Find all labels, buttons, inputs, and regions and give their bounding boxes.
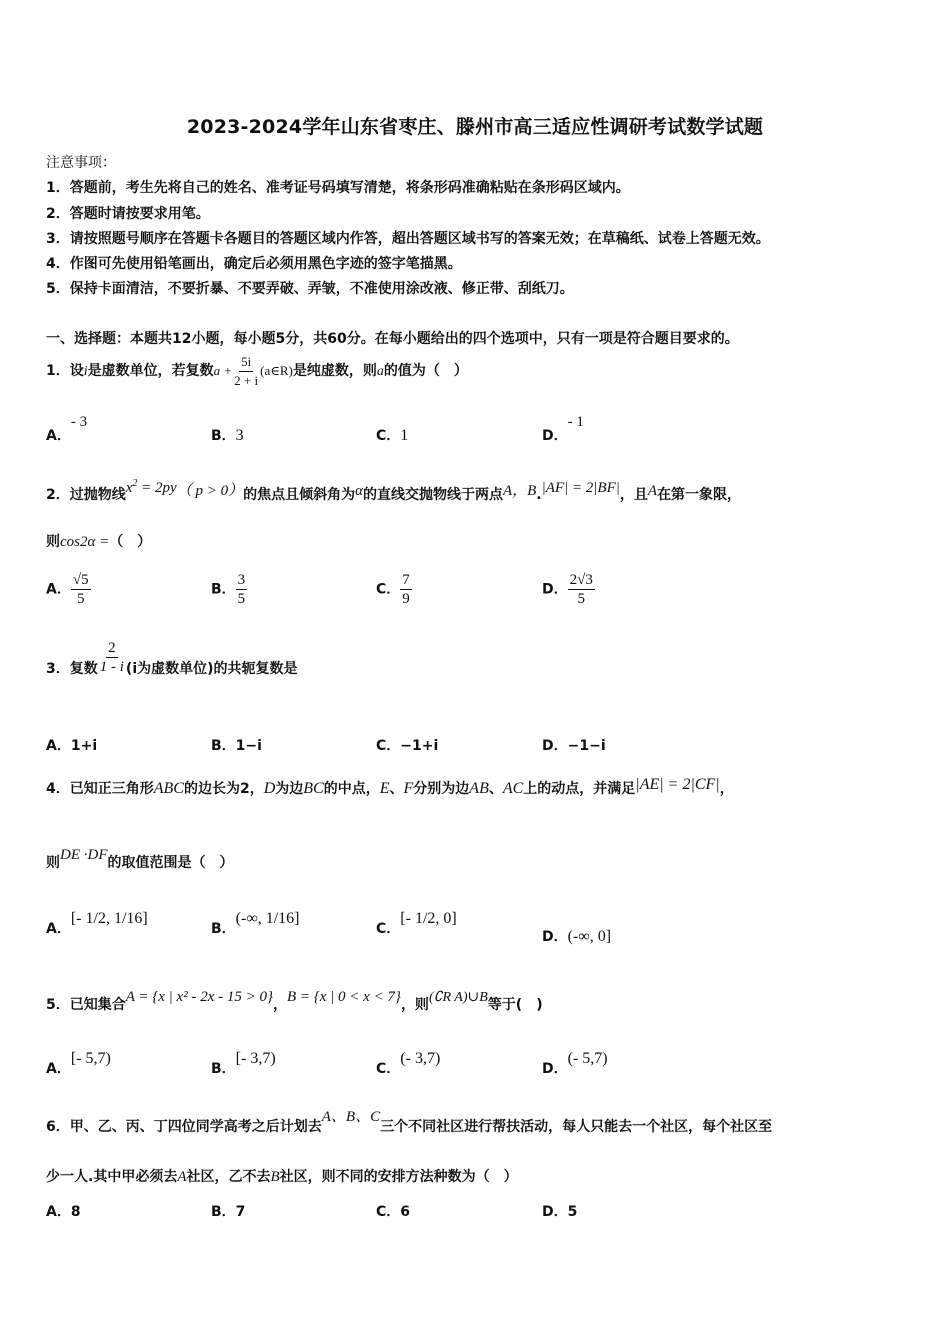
q6-abc: A、B、C bbox=[321, 1109, 381, 1125]
q2-option-b[interactable] bbox=[211, 571, 247, 608]
q1-option-c[interactable] bbox=[376, 425, 408, 445]
option-label: C． bbox=[376, 738, 401, 754]
q5-option-d[interactable] bbox=[542, 1050, 608, 1078]
option-value: 1 bbox=[400, 427, 409, 444]
q3-option-a[interactable] bbox=[46, 735, 97, 755]
option-label: B． bbox=[211, 921, 236, 937]
question-4-line2 bbox=[46, 848, 234, 878]
q4-ab: AB bbox=[469, 780, 489, 797]
option-label: A． bbox=[46, 1061, 71, 1077]
q3-option-d[interactable] bbox=[542, 735, 606, 755]
option-fraction bbox=[400, 571, 412, 608]
option-frac-den: 9 bbox=[402, 591, 410, 607]
q2-text: 在第一象限， bbox=[657, 487, 742, 503]
q3-frac-num: 2 bbox=[108, 639, 116, 656]
q1-option-b[interactable] bbox=[211, 425, 244, 445]
q1-expr-a: a + bbox=[213, 363, 233, 378]
q2-text: ，且 bbox=[619, 487, 648, 503]
option-label: B． bbox=[211, 1061, 236, 1077]
q5-text: 等于( ) bbox=[487, 997, 543, 1013]
option-frac-den: 5 bbox=[237, 591, 246, 607]
q6-text: 社区，则不同的安排方法种数为（ ） bbox=[279, 1169, 518, 1185]
q4-sep: 、 bbox=[389, 781, 404, 797]
option-frac-num: √5 bbox=[72, 572, 89, 588]
option-label: B． bbox=[211, 1204, 236, 1220]
q6-text: 社区，乙不去 bbox=[186, 1169, 271, 1185]
q3-text: (i为虚数单位)的共轭复数是 bbox=[125, 661, 298, 677]
notice-item: 2．答题时请按要求用笔。 bbox=[46, 206, 210, 222]
option-value: 8 bbox=[70, 1204, 81, 1220]
option-label: D． bbox=[542, 581, 568, 598]
question-4-stem bbox=[46, 772, 734, 806]
option-value: 7 bbox=[235, 1204, 246, 1220]
q2-cos: cos2α = bbox=[60, 534, 110, 550]
q5-option-a[interactable] bbox=[46, 1050, 111, 1078]
option-frac-den: 5 bbox=[577, 591, 585, 607]
q6-option-c[interactable] bbox=[376, 1201, 410, 1221]
q6-text: 6．甲、乙、丙、丁四位同学高考之后计划去 bbox=[46, 1119, 322, 1135]
notice-item: 3．请按照题号顺序在答题卡各题目的答题区域内作答，超出答题区域书写的答案无效；在草稿纸、试卷上答题无效。 bbox=[46, 231, 770, 247]
q6-option-b[interactable] bbox=[211, 1201, 245, 1221]
q4-text: 4．已知正三角形 bbox=[46, 781, 154, 797]
q3-frac-den: 1 - i bbox=[99, 658, 124, 675]
q6-option-a[interactable] bbox=[46, 1201, 81, 1221]
q6-text: 三个不同社区进行帮扶活动，每人只能去一个社区，每个社区至 bbox=[380, 1119, 773, 1135]
q5-set-a: A = {x | x² - 2x - 15 > 0} bbox=[125, 989, 273, 1005]
q4-comma: ， bbox=[719, 781, 734, 797]
q6-option-d[interactable] bbox=[542, 1201, 577, 1221]
option-value: - 3 bbox=[70, 414, 88, 430]
q4-bc: BC bbox=[303, 780, 324, 797]
option-label: C． bbox=[376, 428, 401, 444]
q4-option-a[interactable] bbox=[46, 910, 148, 938]
option-frac-num: 3 bbox=[237, 572, 246, 588]
option-label: C． bbox=[376, 581, 401, 598]
option-label: D． bbox=[542, 428, 568, 444]
q2-eq-rest: = 2py bbox=[137, 480, 177, 496]
option-value: (-∞, 0] bbox=[567, 928, 612, 945]
option-label: D． bbox=[542, 929, 568, 945]
q1-fraction bbox=[232, 353, 260, 390]
q1-text: 1．设 bbox=[46, 363, 84, 379]
option-label: B． bbox=[211, 581, 236, 598]
option-label: A． bbox=[46, 738, 71, 754]
option-frac-num: 2√3 bbox=[569, 572, 593, 588]
q4-text: 的中点， bbox=[323, 781, 380, 797]
option-value: [- 1/2, 0] bbox=[400, 910, 457, 927]
q3-option-b[interactable] bbox=[211, 735, 262, 755]
option-label: D． bbox=[542, 738, 568, 754]
question-6-line2 bbox=[46, 1166, 518, 1186]
option-value: - 1 bbox=[567, 414, 584, 430]
q4-text: 的边长为2， bbox=[183, 781, 264, 797]
option-fraction bbox=[71, 571, 91, 608]
option-value: −1+i bbox=[400, 738, 439, 754]
q1-text: 是纯虚数，则 bbox=[292, 363, 377, 379]
q2-text: 的焦点且倾斜角为 bbox=[243, 487, 356, 503]
question-2-line2 bbox=[46, 531, 151, 551]
q6-text: 少一人.其中甲必须去 bbox=[46, 1169, 178, 1185]
q4-d: D bbox=[263, 780, 276, 797]
option-value: 3 bbox=[235, 427, 244, 444]
q2-eq-exp: 2 bbox=[132, 478, 138, 489]
q2-alpha: α bbox=[355, 483, 363, 499]
q4-option-c[interactable] bbox=[376, 910, 457, 938]
q5-text: ，则 bbox=[400, 997, 429, 1013]
q4-sep: 、 bbox=[488, 781, 503, 797]
q2-text: 则 bbox=[46, 534, 60, 550]
question-2-stem bbox=[46, 474, 741, 512]
q2-option-d[interactable] bbox=[542, 571, 595, 608]
question-1-stem bbox=[46, 352, 468, 391]
q1-text: 的值为（ ） bbox=[383, 363, 468, 379]
question-6-stem bbox=[46, 1110, 772, 1144]
option-fraction bbox=[236, 571, 248, 608]
q1-i: i bbox=[83, 364, 88, 379]
q5-comma: ， bbox=[272, 997, 287, 1013]
q3-fraction bbox=[98, 639, 126, 676]
q6-a: A bbox=[177, 1169, 187, 1185]
option-value: 5 bbox=[567, 1204, 578, 1220]
option-value: [- 1/2, 1/16] bbox=[70, 910, 148, 927]
q5-option-c[interactable] bbox=[376, 1050, 441, 1078]
q4-option-b[interactable] bbox=[211, 910, 300, 938]
q2-text: （ ） bbox=[109, 534, 152, 550]
q4-option-d[interactable] bbox=[542, 926, 611, 946]
option-frac-num: 7 bbox=[402, 572, 410, 588]
q1-a: a bbox=[376, 364, 384, 379]
q2-parabola bbox=[126, 480, 177, 496]
q2-eq-x: x bbox=[125, 480, 133, 496]
q1-cond: (a∈R) bbox=[260, 363, 293, 378]
q6-b: B bbox=[270, 1169, 280, 1185]
q2-text: 的直线交抛物线于两点 bbox=[362, 487, 503, 503]
notice-item: 5．保持卡面清洁，不要折暴、不要弄破、弄皱，不准使用涂改液、修正带、刮纸刀。 bbox=[46, 281, 574, 297]
option-label: C． bbox=[376, 1204, 401, 1220]
q4-e: E bbox=[379, 780, 390, 797]
page-title: 2023-2024学年山东省枣庄、滕州市高三适应性调研考试数学试题 bbox=[186, 116, 764, 138]
option-label: A． bbox=[46, 921, 71, 937]
option-value: (- 3,7) bbox=[400, 1050, 441, 1067]
option-label: B． bbox=[211, 428, 236, 444]
q5-set-b: B = {x | 0 < x < 7} bbox=[286, 989, 401, 1005]
q4-text: 则 bbox=[46, 855, 60, 871]
q3-option-c[interactable] bbox=[376, 735, 438, 755]
q4-de-df: DE ·DF bbox=[60, 847, 108, 863]
q2-option-c[interactable] bbox=[376, 571, 412, 608]
q2-text: 2．过抛物线 bbox=[46, 487, 126, 503]
q1-text: 是虚数单位，若复数 bbox=[87, 363, 214, 379]
q4-f: F bbox=[403, 780, 414, 797]
option-label: D． bbox=[542, 1061, 568, 1077]
q1-frac-den: 2 + i bbox=[234, 372, 259, 388]
q1-frac-num: 5i bbox=[239, 353, 253, 372]
option-label: D． bbox=[542, 1204, 568, 1220]
q4-ac: AC bbox=[502, 780, 524, 797]
q3-text: 3．复数 bbox=[46, 661, 98, 677]
notice-heading: 注意事项： bbox=[46, 155, 116, 171]
q2-dot: . bbox=[536, 487, 542, 503]
option-label: C． bbox=[376, 921, 401, 937]
option-value: [- 5,7) bbox=[70, 1050, 111, 1067]
option-label: A． bbox=[46, 1204, 71, 1220]
q2-option-a[interactable] bbox=[46, 571, 91, 608]
q4-text: 为边 bbox=[275, 781, 304, 797]
q2-a: A bbox=[647, 483, 658, 499]
section-heading: 一、选择题：本题共12小题，每小题5分，共60分。在每小题给出的四个选项中，只有一项是符合题目要求的。 bbox=[46, 331, 739, 347]
q5-text: 5．已知集合 bbox=[46, 997, 126, 1013]
option-frac-den: 5 bbox=[76, 591, 85, 607]
q1-option-a[interactable] bbox=[46, 414, 88, 445]
q4-text: 分别为边 bbox=[413, 781, 470, 797]
q5-option-b[interactable] bbox=[211, 1050, 276, 1078]
q5-expr: (∁R A)∪B bbox=[428, 990, 488, 1005]
q4-text: 的取值范围是（ ） bbox=[107, 855, 234, 871]
question-3-stem bbox=[46, 639, 298, 688]
option-value: 6 bbox=[400, 1204, 411, 1220]
option-value: 1−i bbox=[235, 738, 262, 754]
q1-option-d[interactable] bbox=[542, 414, 584, 445]
q2-ab: A，B bbox=[502, 483, 537, 499]
option-value: (- 5,7) bbox=[567, 1050, 608, 1067]
option-value: 1+i bbox=[70, 738, 98, 754]
option-label: A． bbox=[46, 428, 71, 444]
option-value: (-∞, 1/16] bbox=[235, 910, 300, 927]
q2-af: |AF| = 2|BF| bbox=[541, 480, 620, 496]
notice-item: 1．答题前，考生先将自己的姓名、准考证号码填写清楚，将条形码准确粘贴在条形码区域内。 bbox=[46, 180, 630, 196]
option-label: B． bbox=[211, 738, 236, 754]
question-5-stem bbox=[46, 986, 543, 1025]
option-label: C． bbox=[376, 1061, 401, 1077]
notice-item: 4．作图可先使用铅笔画出，确定后必须用黑色字迹的签字笔描黑。 bbox=[46, 256, 462, 272]
option-value: [- 3,7) bbox=[235, 1050, 276, 1067]
q4-cond: |AE| = 2|CF| bbox=[635, 776, 720, 793]
option-value: −1−i bbox=[567, 738, 606, 754]
q4-text: 上的动点，并满足 bbox=[523, 781, 636, 797]
q4-abc: ABC bbox=[153, 780, 184, 797]
option-label: A． bbox=[46, 581, 71, 598]
q2-cond: （ p > 0） bbox=[176, 483, 244, 499]
option-fraction bbox=[568, 571, 595, 608]
